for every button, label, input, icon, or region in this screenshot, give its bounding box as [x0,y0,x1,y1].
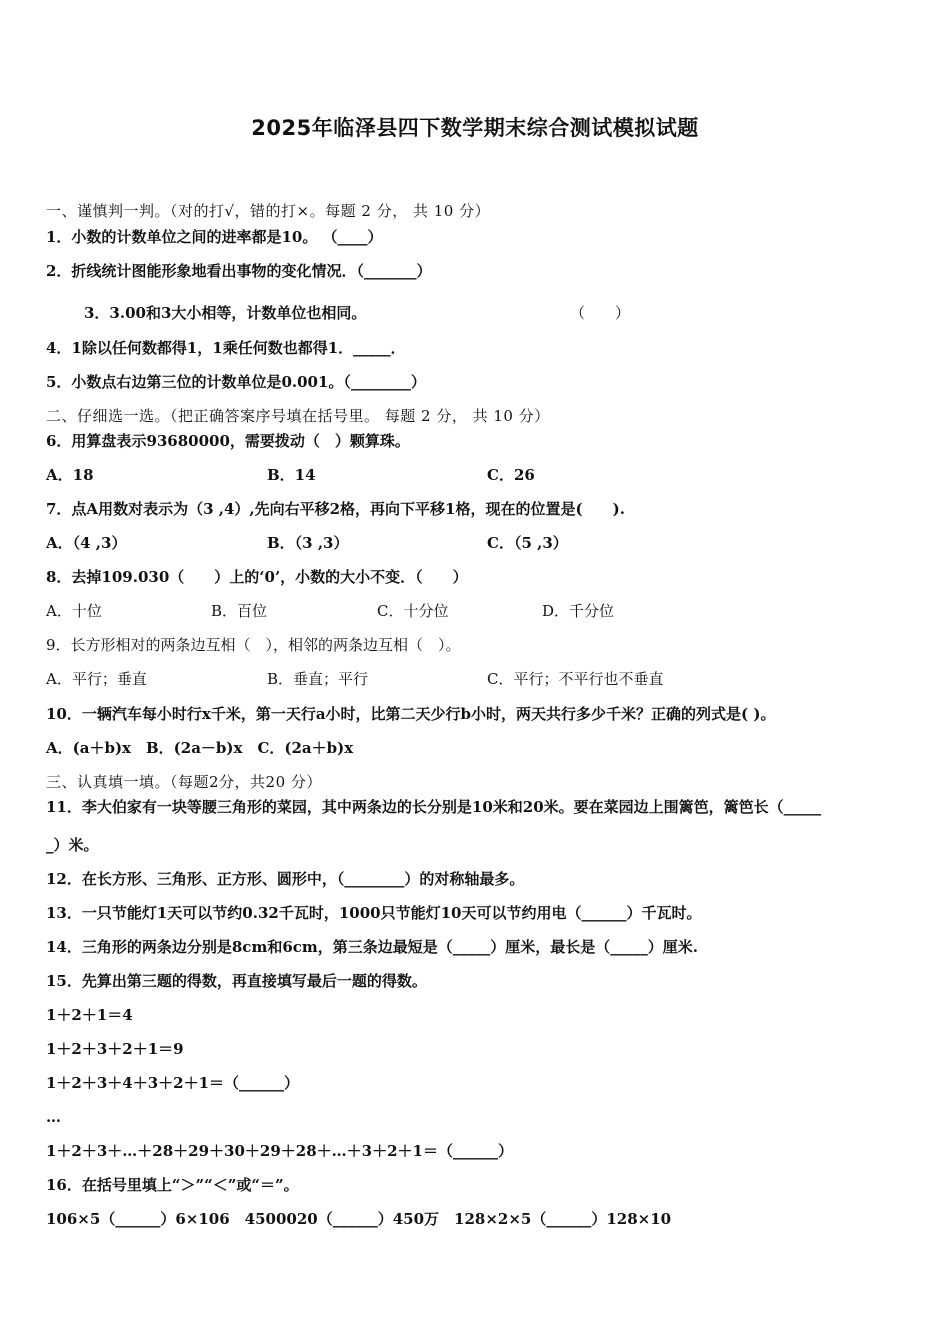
question-8-option-b: B．百位 [211,602,268,620]
question-15-line-5: 1＋2＋3＋…＋28＋29＋30＋29＋28＋…＋3＋2＋1＝（______） [46,1142,513,1160]
question-3: 3．3.00和3大小相等，计数单位也相同。 [84,304,367,322]
question-15-line-2: 1＋2＋3＋2＋1＝9 [46,1040,184,1058]
question-13: 13．一只节能灯1天可以节约0.32千瓦时，1000只节能灯10天可以节约用电（______）千瓦时。 [46,904,702,922]
question-8-option-a: A．十位 [46,602,102,620]
question-8: 8．去掉109.030（ ）上的‘0’，小数的大小不变．（ ） [46,568,468,586]
question-10-options: A．(a＋b)x B．(2a－b)x C．(2a＋b)x [46,739,354,757]
question-7-option-c: C．（5 ,3） [487,534,568,552]
question-3-answer-paren: （ ） [570,304,631,322]
question-8-option-d: D．千分位 [542,602,615,620]
question-15-ellipsis: … [46,1108,61,1126]
question-6-option-a: A．18 [46,466,94,484]
question-7-option-b: B．（3 ,3） [267,534,349,552]
question-6-option-c: C．26 [487,466,535,484]
question-9-option-b: B．垂直；平行 [267,670,369,688]
question-11: 11．李大伯家有一块等腰三角形的菜园，其中两条边的长分别是10米和20米。要在菜园边上围篱笆，篱笆长（_____ [46,798,822,816]
question-14: 14．三角形的两条边分别是8cm和6cm，第三条边最短是（_____）厘米，最长是（_____）厘米. [46,938,698,956]
question-15: 15．先算出第三题的得数，再直接填写最后一题的得数。 [46,972,427,990]
question-4: 4．1除以任何数都得1，1乘任何数也都得1．_____． [46,339,406,357]
question-5: 5．小数点右边第三位的计数单位是0.001。（________） [46,373,426,391]
page-title: 2025年临泽县四下数学期末综合测试模拟试题 [251,116,699,140]
question-1: 1．小数的计数单位之间的进率都是10。 （____） [46,228,383,246]
question-6: 6．用算盘表示93680000，需要拨动（ ）颗算珠。 [46,432,410,450]
question-16: 16．在括号里填上“＞”“＜”或“＝”。 [46,1176,299,1194]
question-7-option-a: A．（4 ,3） [46,534,127,552]
question-15-line-3: 1＋2＋3＋4＋3＋2＋1＝（______） [46,1074,300,1092]
question-2: 2．折线统计图能形象地看出事物的变化情况．（_______） [46,262,432,280]
question-9: 9．长方形相对的两条边互相（ ），相邻的两条边互相（ ）。 [46,636,461,654]
question-6-option-b: B．14 [267,466,316,484]
section-2-header: 二、仔细选一选。（把正确答案序号填在括号里。 每题 2 分， 共 10 分） [46,407,550,425]
question-12: 12．在长方形、三角形、正方形、圆形中，（________）的对称轴最多。 [46,870,525,888]
section-1-header: 一、谨慎判一判。（对的打√，错的打×。每题 2 分， 共 10 分） [46,202,491,220]
question-7: 7．点A用数对表示为（3 ,4）,先向右平移2格，再向下平移1格，现在的位置是( ). [46,500,625,518]
question-16-comparisons: 106×5（______）6×106 4500020（______）450万 128×2×5（______）128×10 [46,1210,672,1228]
question-9-option-a: A．平行；垂直 [46,670,147,688]
question-8-option-c: C．十分位 [377,602,449,620]
question-11-continued: _）米。 [46,836,99,854]
section-3-header: 三、认真填一填。（每题2分，共20 分） [46,773,322,791]
question-10: 10．一辆汽车每小时行x千米，第一天行a小时，比第二天少行b小时，两天共行多少千米？正确的列式是( )。 [46,705,776,723]
question-9-option-c: C．平行；不平行也不垂直 [487,670,664,688]
question-15-line-1: 1＋2＋1＝4 [46,1006,133,1024]
